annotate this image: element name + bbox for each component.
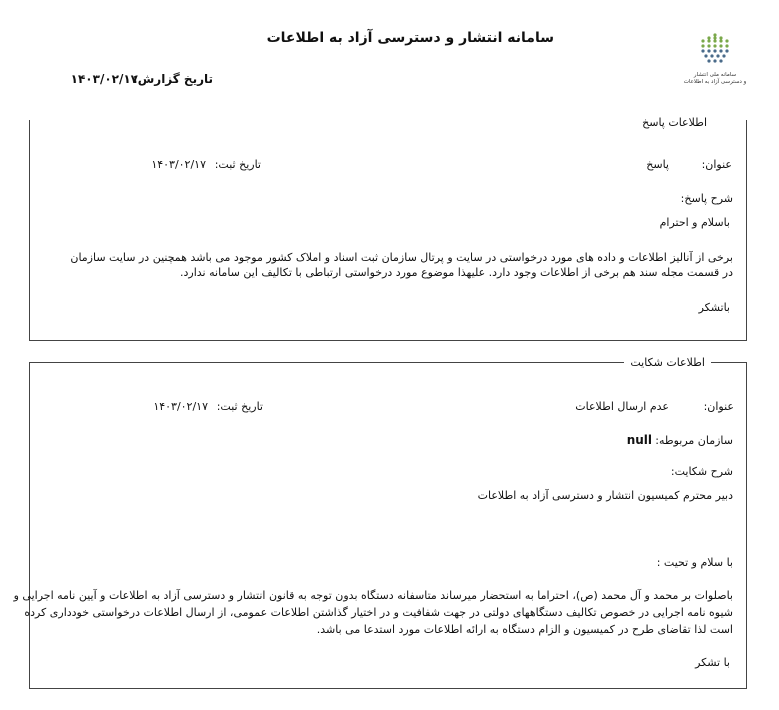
complaint-org-value: null <box>626 433 652 447</box>
response-box <box>29 120 747 341</box>
complaint-body-line3: است لذا تقاضای طرح در کمیسیون و الزام دستگاه به ارائه اطلاعات مورد استدعا می باشد. <box>316 623 733 636</box>
response-closing: باتشکر <box>698 301 730 314</box>
complaint-org-label: سازمان مربوطه: <box>655 434 733 447</box>
complaint-subject-value: عدم ارسال اطلاعات <box>575 400 669 413</box>
complaint-reg-date-value: ۱۴۰۳/۰۲/۱۷ <box>153 400 208 413</box>
response-subject-value: پاسخ <box>646 158 669 171</box>
response-body-line1: برخی از آنالیز اطلاعات و داده های مورد درخواستی در سایت و پرتال سازمان ثبت اسناد و املاک کشور موجود می باشد همچنین در سایت سازمان <box>70 251 733 264</box>
response-desc-label: شرح پاسخ: <box>680 192 733 205</box>
logo-caption: سامانه ملی انتشار و دسترسی آزاد به اطلاعات <box>683 72 747 85</box>
complaint-section-title: اطلاعات شکایت <box>624 356 711 369</box>
complaint-greeting: با سلام و تحیت : <box>656 556 733 569</box>
page-title: سامانه انتشار و دسترسی آزاد به اطلاعات <box>266 30 554 46</box>
complaint-subject-label: عنوان: <box>703 400 734 413</box>
complaint-addressee: دبیر محترم کمیسیون انتشار و دسترسی آزاد به اطلاعات <box>477 489 733 502</box>
response-reg-date-value: ۱۴۰۳/۰۲/۱۷ <box>151 158 206 171</box>
complaint-closing: با تشکر <box>695 656 730 669</box>
response-section-title: اطلاعات پاسخ <box>642 116 707 129</box>
complaint-body-line1: باصلوات بر محمد و آل محمد (ص)، احتراما به استحضار میرساند متاسفانه دستگاه بدون توجه به قانون انتشار و دسترسی آزاد به اطلاعات و آیین نامه اجرایی و <box>13 589 733 602</box>
report-date-value: ۱۴۰۳/۰۲/۱۷ <box>70 72 138 86</box>
complaint-desc-label: شرح شکایت: <box>670 465 733 478</box>
response-reg-date-label: تاریخ ثبت: <box>214 158 261 171</box>
complaint-reg-date-label: تاریخ ثبت: <box>216 400 263 413</box>
complaint-body-line2: شیوه نامه اجرایی در خصوص تکالیف دستگاههای دولتی در جهت شفافیت و در اختیار گذاشتن اطلاعات عمومی، از ارسال اطلاعات درخواستی خودداری کرده <box>24 606 733 619</box>
response-body-line2: در قسمت مجله سند هم برخی از اطلاعات وجود دارد. علیهذا موضوع مورد درخواستی ارتباطی با تکالیف این سامانه ندارد. <box>180 266 733 279</box>
logo-dots-icon <box>695 32 735 70</box>
site-logo <box>670 32 760 92</box>
response-subject-label: عنوان: <box>701 158 732 171</box>
response-greeting: باسلام و احترام <box>659 216 730 229</box>
report-date-label: تاریخ گزارش: <box>132 72 213 86</box>
